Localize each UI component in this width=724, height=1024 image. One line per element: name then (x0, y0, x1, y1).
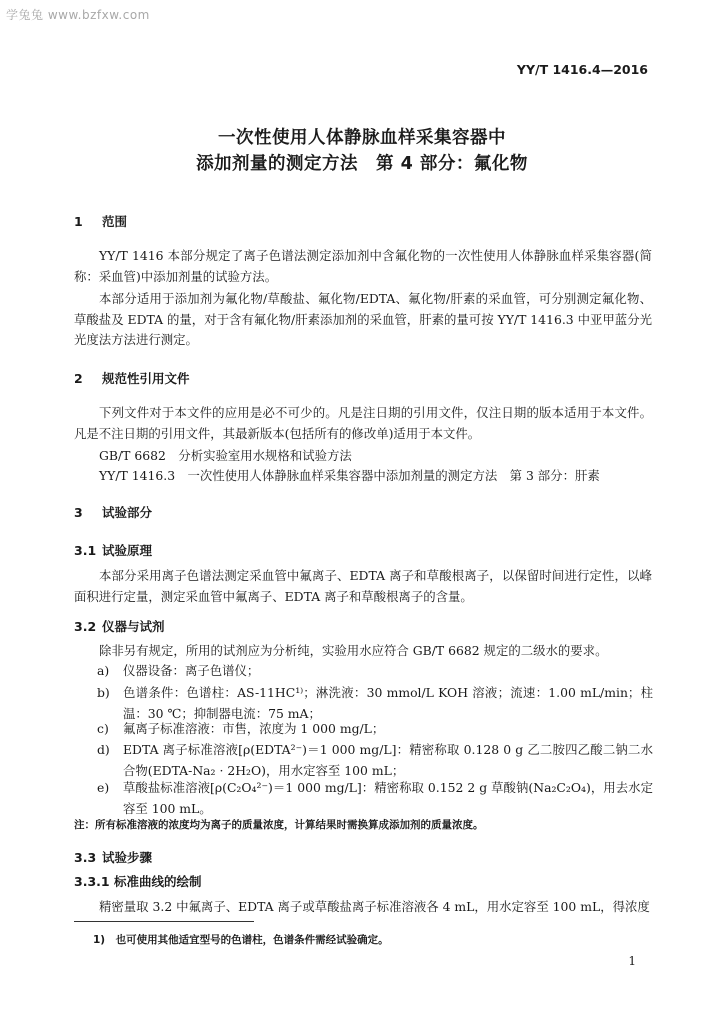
section-title: 标准曲线的绘制 (114, 874, 202, 889)
list-item (74, 777, 652, 819)
section-number: 1 (74, 214, 83, 229)
document-title-line1: 一次性使用人体静脉血样采集容器中 (218, 128, 506, 148)
standard-number: YY/T 1416.4—2016 (516, 62, 648, 77)
list-item-text: EDTA 离子标准溶液[ρ(EDTA²⁻)＝1 000 mg/L]：精密称取 0.128 0 g 乙二胺四乙酸二钠二水合物(EDTA-Na₂ · 2H₂O)，用水定容至 100 mL； (123, 742, 653, 778)
section-number: 3 (74, 505, 83, 520)
section-3-3-heading (74, 848, 152, 866)
note: 注：所有标准溶液的浓度均为离子的质量浓度，计算结果时需换算成添加剂的质量浓度。 (74, 819, 484, 831)
section-title: 规范性引用文件 (102, 371, 190, 386)
section-3-2-heading (74, 617, 165, 635)
list-item-label: d) (97, 742, 110, 757)
section-1-heading (74, 212, 127, 230)
list-item (74, 718, 652, 739)
section-number: 3.3.1 (74, 874, 110, 889)
list-item-text: 仪器设备：离子色谱仪； (123, 663, 260, 678)
section-title: 范围 (102, 214, 128, 229)
normative-reference-2: YY/T 1416.3 一次性使用人体静脉血样采集容器中添加剂量的测定方法 第 3 部分：肝素 (99, 468, 600, 483)
section-2-heading (74, 369, 190, 387)
section-3-heading (74, 503, 152, 521)
list-item-label: c) (97, 721, 109, 736)
section-number: 3.1 (74, 543, 97, 558)
list-item (74, 739, 652, 781)
list-item-text: 色谱条件：色谱柱：AS-11HC¹⁾；淋洗液：30 mmol/L KOH 溶液；流速：1.00 mL/min；柱温：30 ℃；抑制器电流：75 mA； (123, 685, 653, 721)
list-item (74, 660, 652, 681)
section-2-paragraph-1: 下列文件对于本文件的应用是必不可少的。凡是注日期的引用文件，仅注日期的版本适用于本文件。凡是不注日期的引用文件，其最新版本(包括所有的修改单)适用于本文件。 (74, 405, 652, 441)
section-number: 3.2 (74, 619, 97, 634)
footnote-separator (74, 921, 254, 922)
section-3-1-heading (74, 541, 152, 559)
section-1-paragraph-1: YY/T 1416 本部分规定了离子色谱法测定添加剂中含氟化物的一次性使用人体静脉血样采集容器(简称：采血管)中添加剂量的试验方法。 (74, 248, 652, 284)
list-item-text: 氟离子标准溶液：市售，浓度为 1 000 mg/L； (123, 721, 385, 736)
section-3-3-1-paragraph: 精密量取 3.2 中氟离子、EDTA 离子或草酸盐离子标准溶液各 4 mL，用水定容至 100 mL，得浓度 (99, 899, 650, 914)
section-title: 试验步骤 (102, 850, 153, 865)
footnote: 1) 也可使用其他适宜型号的色谱柱，色谱条件需经试验确定。 (93, 934, 389, 946)
list-item-label: a) (97, 663, 110, 678)
normative-reference-1: GB/T 6682 分析实验室用水规格和试验方法 (99, 448, 352, 463)
list-item-label: e) (97, 780, 110, 795)
section-number: 3.3 (74, 850, 97, 865)
section-3-1-paragraph: 本部分采用离子色谱法测定采血管中氟离子、EDTA 离子和草酸根离子，以保留时间进行定性，以峰面积进行定量，测定采血管中氟离子、EDTA 离子和草酸根离子的含量。 (74, 568, 652, 604)
list-item-text: 草酸盐标准溶液[ρ(C₂O₄²⁻)＝1 000 mg/L]：精密称取 0.152 2 g 草酸钠(Na₂C₂O₄)，用去水定容至 100 mL。 (123, 780, 653, 816)
watermark: 学兔兔 www.bzfxw.com (6, 8, 150, 22)
section-3-3-1-heading (74, 872, 202, 890)
page-number: 1 (628, 954, 636, 968)
list-item-label: b) (97, 685, 110, 700)
section-title: 试验部分 (102, 505, 153, 520)
section-1-paragraph-2: 本部分适用于添加剂为氟化物/草酸盐、氟化物/EDTA、氟化物/肝素的采血管，可分别测定氟化物、草酸盐及 EDTA 的量，对于含有氟化物/肝素添加剂的采血管，肝素的量可按 YY/T 1416.3 中亚甲蓝分光光度法方法进行测定。 (74, 291, 652, 347)
section-number: 2 (74, 371, 83, 386)
section-title: 试验原理 (102, 543, 153, 558)
section-3-2-paragraph: 除非另有规定，所用的试剂应为分析纯，实验用水应符合 GB/T 6682 规定的二级水的要求。 (99, 643, 608, 658)
section-title: 仪器与试剂 (102, 619, 165, 634)
document-title-line2: 添加剂量的测定方法 第 4 部分：氟化物 (196, 154, 528, 174)
